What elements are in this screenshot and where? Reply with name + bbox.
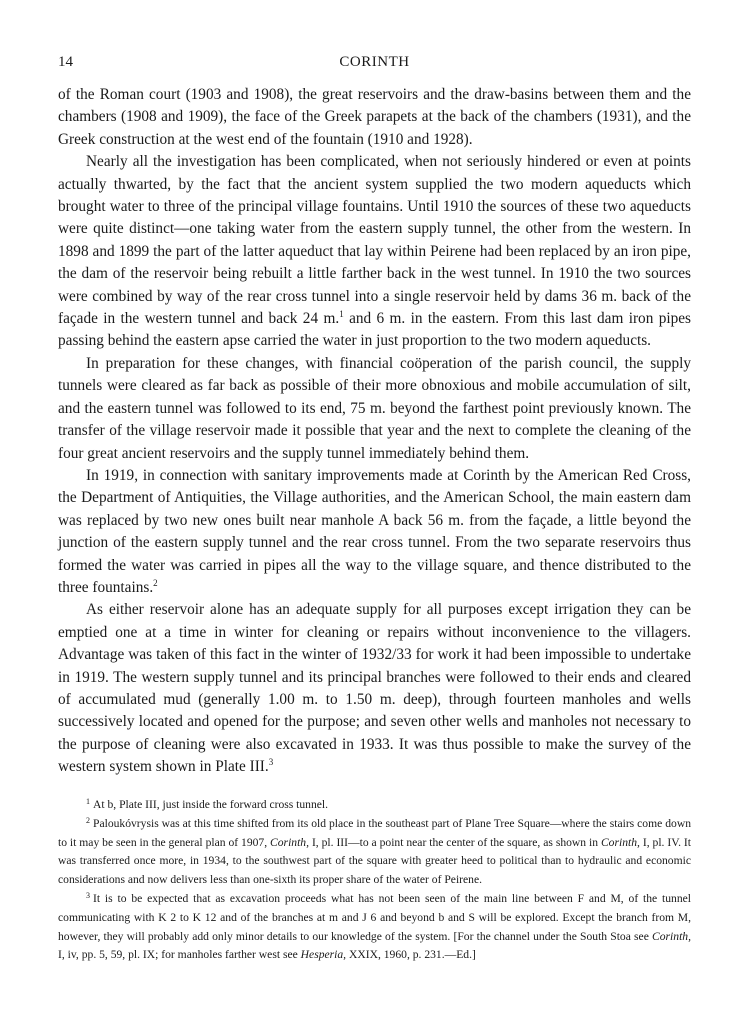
- paragraph: [58, 599, 691, 778]
- footnote: [58, 796, 691, 815]
- paragraph: In preparation for these changes, with financial coöperation of the parish council, the supply tunnels were cleared as far back as possible of their more obnoxious and mobile accumulation of silt, and the eastern tunnel was followed to its end, 75 m. beyond the farthest point previously known. The transfer of the village reservoir made it possible that year and the next to complete the cleaning of the four great ancient reservoirs and the supply tunnel immediately behind them.: [58, 354, 691, 462]
- paragraph-text: In 1919, in connection with sanitary improvements made at Corinth by the American Red Cross, the Department of Antiquities, the Village authorities, and the American School, the main eastern dam was replaced by two new ones built near manhole A back 56 m. from the façade, a little beyond the junction of the eastern supply tunnel and the rear cross tunnel. From the two separate reservoirs thus formed the water was carried in pipes all the way to the village square, and thence distributed to the three fountains.: [58, 466, 691, 596]
- footnote: [58, 890, 691, 965]
- footnote-number: 1: [86, 797, 90, 806]
- footnote-ref: 2: [153, 577, 158, 588]
- citation-title: Hesperia,: [300, 948, 347, 962]
- footnote-text: XXIX, 1960, p. 231.—Ed.]: [348, 948, 476, 962]
- footnote-text: I, pl. III—to a point near the center of the square, as shown in: [311, 835, 599, 849]
- footnote-text: I, pl. IV. It was transferred once more, in 1934, to the southwest part of the square with greater heed to political than to hydraulic and economic considerations and now delivers less than one-sixth its proper share of the water of Peirene.: [58, 835, 691, 887]
- page-number: 14: [58, 54, 73, 70]
- paragraph: of the Roman court (1903 and 1908), the great reservoirs and the draw-basins between them and the chambers (1908 and 1909), the face of the Greek parapets at the back of the chambers (1931), and the Greek construction at the west end of the fountain (1910 and 1928).: [58, 86, 691, 148]
- citation-title: Corinth,: [600, 835, 640, 849]
- paragraph-text: and 6 m. in the eastern. From this last dam iron pipes passing behind the eastern apse carried the water in just proportion to the two modern aqueducts.: [58, 310, 691, 350]
- footnote: [58, 815, 691, 890]
- page-header: [58, 54, 691, 76]
- footnote-number: 3: [86, 890, 90, 900]
- footnote-text: It is to be expected that as excavation proceeds what has not been seen of the main line between F and M, of the tunnel communicating with K 2 to K 12 and of the branches at m and J 6 and beyond b and S will be explored. Except the branch from M, however, they will probably add only minor details to our knowledge of the system. [For the channel under the South Stoa see: [58, 891, 691, 943]
- footnote-number: 2: [86, 815, 90, 825]
- paragraph: [58, 465, 691, 599]
- footnote-text: Paloukóvrysis was at this time shifted from its old place in the southeast part of Plane Tree Square—where the stairs come down to it may be seen in the general plan of 1907,: [58, 816, 691, 849]
- paragraph-text: Nearly all the investigation has been complicated, when not seriously hindered or even at points actually thwarted, by the fact that the ancient system supplied the two modern aqueducts which brought water to three of the principal village fountains. Until 1910 the sources of these two aqueducts were quite distinct—one taking water from the eastern supply tunnel, the other from the western. In 1898 and 1899 the part of the latter aqueduct that lay within Peirene had been replaced by an iron pipe, the dam of the reservoir being rebuilt a little farther back in the west tunnel. In 1910 the two sources were combined by way of the rear cross tunnel into a single reservoir held by dams 36 m. back of the façade in the western tunnel and back 24 m.: [58, 153, 691, 328]
- footnote-ref: 1: [339, 309, 344, 320]
- footnotes: [58, 796, 691, 965]
- running-title: CORINTH: [339, 54, 410, 70]
- citation-title: Corinth,: [652, 929, 691, 943]
- paragraph: [58, 151, 691, 353]
- paragraph-text: As either reservoir alone has an adequate supply for all purposes except irrigation they can be emptied one at a time in winter for cleaning or repairs without inconvenience to the villagers. Advantage was taken of this fact in the winter of 1932/33 for work it had been impossible to undertake in 1919. The western supply tunnel and its principal branches were followed to their ends and cleared of accumulated mud (generally 1.00 m. to 1.50 m. deep), through fourteen manholes and wells successively located and opened for the purpose; and seven other wells and manholes not necessary to the purpose of cleaning were also excavated in 1933. It was thus possible to make the survey of the western system shown in Plate III.: [58, 601, 691, 776]
- citation-title: Corinth,: [270, 835, 310, 849]
- footnote-ref: 3: [268, 757, 274, 768]
- footnote-text: At b, Plate III, just inside the forward cross tunnel.: [93, 798, 329, 811]
- body-text: [58, 84, 691, 779]
- footnote-text: I, iv, pp. 5, 59, pl. IX; for manholes farther west see: [58, 948, 298, 962]
